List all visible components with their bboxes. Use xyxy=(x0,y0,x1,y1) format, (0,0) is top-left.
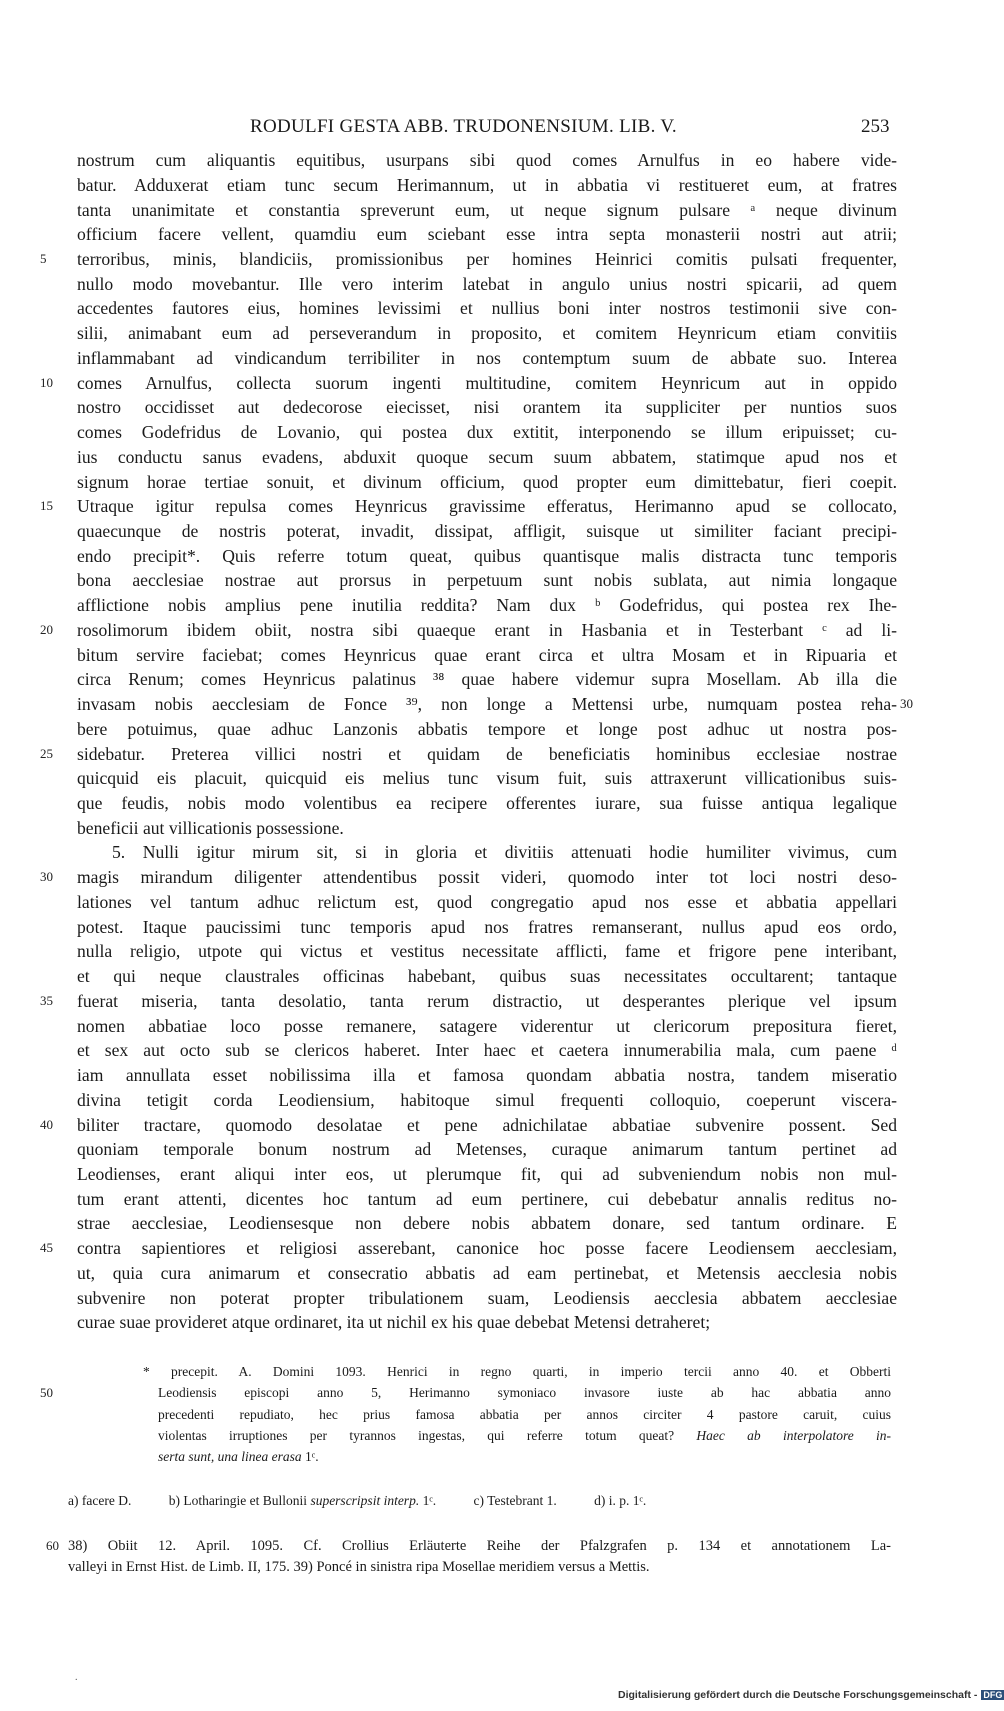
line-text: Leodienses, erant aliqui inter eos, ut plerumque fit, qui ad subveniendum nobis non mul- xyxy=(77,1163,897,1184)
text-line xyxy=(0,148,1000,172)
text-line xyxy=(0,915,1000,939)
line-text: signum horae tertiae sonuit, et divinum officium, quod propter eum dimittebatur, fieri coepit. xyxy=(77,471,897,492)
text-line xyxy=(0,1137,1000,1161)
text-line xyxy=(0,544,1000,568)
text-line xyxy=(0,470,1000,494)
text-line xyxy=(0,1286,1000,1310)
text-line xyxy=(0,247,1000,271)
text-line xyxy=(0,618,1000,642)
text-line xyxy=(0,445,1000,469)
page-header xyxy=(0,116,1000,146)
line-number: 45 xyxy=(40,1240,53,1256)
apparatus-note-d: d) i. p. 1ᶜ. xyxy=(594,1493,647,1508)
line-text: afflictione nobis amplius pene inutilia reddita? Nam dux ᵇ Godefridus, qui postea rex Ihe- xyxy=(77,595,897,616)
margin-line-number: 30 xyxy=(900,696,913,712)
text-line xyxy=(0,1211,1000,1235)
text-line xyxy=(0,865,1000,889)
critical-apparatus xyxy=(68,1493,888,1509)
line-text: curae suae provideret atque ordinaret, ita ut nichil ex his quae debebat Metensi detraheret; xyxy=(77,1312,711,1333)
line-text: subvenire non poterat propter tribulationem suam, Leodiensis aecclesia abbatem aecclesiae xyxy=(77,1287,897,1308)
text-line xyxy=(0,519,1000,543)
text-line xyxy=(0,1113,1000,1137)
line-text: nulla religio, utpote qui victus et vestitus necessitate afflicti, fame et frigore pene interibant, xyxy=(77,941,897,962)
commentary-line xyxy=(0,1535,1000,1557)
text-line xyxy=(0,742,1000,766)
footer-dot: . xyxy=(75,1672,78,1683)
line-number: 25 xyxy=(40,745,53,761)
text-line xyxy=(0,395,1000,419)
note-plain-text: Leodiensis episcopi anno 5, Herimanno symoniaco invasore iuste ab hac abbatia anno xyxy=(158,1385,891,1401)
line-number: 20 xyxy=(40,621,53,637)
apparatus-note-a: a) facere D. xyxy=(68,1493,132,1508)
text-line xyxy=(0,890,1000,914)
dfg-logo-icon: DFG xyxy=(983,1690,1003,1701)
text-line xyxy=(0,1236,1000,1260)
commentary-text: 38) Obiit 12. April. 1095. Cf. Crollius Erläuterte Reihe der Pfalzgrafen p. 134 et annotationem La- xyxy=(68,1538,891,1554)
line-number: 35 xyxy=(40,992,53,1008)
line-text: sidebatur. Preterea villici nostri et quidam de beneficiatis hominibus ecclesiae nostrae xyxy=(77,743,897,764)
line-text: rosolimorum ibidem obiit, nostra sibi quaeque erant in Hasbania et in Testerbant ᶜ ad li- xyxy=(77,619,897,640)
line-text: terroribus, minis, blandiciis, promissionibus per homines Heinrici comitis pulsati frequenter, xyxy=(77,248,897,269)
line-number: 40 xyxy=(40,1116,53,1132)
line-text: circa Renum; comes Heynricus palatinus ³⁸ quae habere videmur supra Mosellam. Ab illa die xyxy=(77,669,897,690)
line-text: quaecunque de nostris poterat, invadit, dissipat, affligit, suisque ut similiter faciant precipi- xyxy=(77,521,897,541)
text-line xyxy=(0,791,1000,815)
page-number: 253 xyxy=(861,116,890,137)
text-line xyxy=(0,1187,1000,1211)
line-text: accedentes fautores eius, homines levissimi et nullius boni inter nostros testimonii sive con- xyxy=(77,298,897,319)
line-text: fuerat miseria, tanta desolatio, tanta rerum distractio, ut desperantes plerique vel ipsum xyxy=(77,990,897,1011)
line-number: 60 xyxy=(46,1538,59,1553)
note-text xyxy=(158,1404,891,1425)
line-text: et sex aut octo sub se clericos haberet. Inter haec et caetera innumerabilia mala, cum paene ᵈ xyxy=(77,1040,897,1061)
text-line xyxy=(0,593,1000,617)
line-text: nullo modo movebantur. Ille vero interim latebat in angulo unius nostri spicarii, ad quem xyxy=(77,273,897,294)
note-tail-text: 1ᶜ. xyxy=(301,1449,319,1465)
text-line xyxy=(0,667,1000,691)
line-text: bona aecclesiae nostrae aut prorsus in perpetuum sunt nobis sublata, aut nimia longaque xyxy=(77,570,897,591)
line-number: 50 xyxy=(40,1385,53,1401)
text-line xyxy=(0,1063,1000,1087)
text-line xyxy=(0,989,1000,1013)
line-text: nostrum cum aliquantis equitibus, usurpans sibi quod comes Arnulfus in eo habere vide- xyxy=(77,150,897,170)
running-title: RODULFI GESTA ABB. TRUDONENSIUM. LIB. V. xyxy=(250,116,677,137)
line-text: Utraque igitur repulsa comes Heynricus gravissime efferatus, Herimanno apud se collocato, xyxy=(77,496,897,517)
text-line xyxy=(0,321,1000,345)
line-text: strae aecclesiae, Leodiensesque non debere nobis abbatem donare, sed tantum ordinare. E xyxy=(77,1213,897,1234)
line-text: beneficii aut villicationis possessione. xyxy=(77,817,344,838)
line-text: iam annullata esset nobilissima illa et famosa quondam abbatia nostra, tandem miseratio xyxy=(77,1065,897,1085)
line-text: ius conductu sanus evadens, abduxit quoque secum suum abbatem, statimque apud nos et xyxy=(77,446,897,467)
line-text: biliter tractare, quomodo desolatae et pene adnichilatae abbatiae subvenire possent. Sed xyxy=(77,1114,897,1135)
note-italic-text: serta sunt, una linea erasa xyxy=(158,1449,302,1465)
text-line xyxy=(0,1310,1000,1334)
line-text: tum erant attenti, dicentes hoc tantum ad eum pertinere, cui debebatur annalis reditus no- xyxy=(77,1188,897,1209)
line-text: ut, quia cura animarum et consecratio abbatis ad eam pertinebat, et Metensis aecclesia nobis xyxy=(77,1262,897,1283)
apparatus-note-c: c) Testebrant 1. xyxy=(473,1493,557,1508)
note-line xyxy=(0,1446,1000,1470)
text-line xyxy=(0,939,1000,963)
text-line xyxy=(0,198,1000,222)
line-text: comes Arnulfus, collecta suorum ingenti multitudine, comitem Heynricum aut in oppido xyxy=(77,372,897,393)
text-line xyxy=(0,1162,1000,1186)
line-text: silii, animabant eum ad perseverandum in proposito, et comitem Heynricum etiam convitiis xyxy=(77,323,897,344)
line-text: batur. Adduxerat etiam tunc secum Herimannum, ut in abbatia vi restitueret eum, at fratres xyxy=(77,174,897,195)
line-text: 5. Nulli igitur mirum sit, si in gloria et divitiis attenuati hodie humiliter vivimus, cum xyxy=(112,842,897,863)
text-line xyxy=(0,1088,1000,1112)
commentary-line xyxy=(0,1556,1000,1578)
text-line xyxy=(0,840,1000,864)
line-text: comes Godefridus de Lovanio, qui postea dux extitit, interponendo se illum eripuisset; cu- xyxy=(77,422,897,442)
line-text: bitum servire faciebat; comes Heynricus quae erant circa et ultra Mosam et in Ripuaria et xyxy=(77,644,897,665)
text-line xyxy=(0,643,1000,667)
line-text: divina tetigit corda Leodiensium, habitoque simul frequenti colloquio, coeperunt viscera- xyxy=(77,1089,897,1110)
text-line xyxy=(0,568,1000,592)
note-plain-text: * precepit. A. Domini 1093. Henrici in regno quarti, in imperio tercii anno 40. et Obberti xyxy=(143,1364,891,1379)
note-text xyxy=(158,1382,891,1403)
text-line xyxy=(0,494,1000,518)
text-line xyxy=(0,717,1000,741)
text-line xyxy=(0,346,1000,370)
text-line xyxy=(0,371,1000,395)
text-line xyxy=(0,272,1000,296)
credit-text: Digitalisierung gefördert durch die Deutsche Forschungsgemeinschaft - xyxy=(618,1689,978,1701)
note-text xyxy=(158,1425,891,1446)
line-text: bere potuimus, quae adhuc Lanzonis abbatis tempore et longe post adhuc ut nostra pos- xyxy=(77,718,897,739)
line-number: 15 xyxy=(40,498,53,514)
line-text: contra sapientiores et religiosi asserebant, canonice hoc posse facere Leodiensem aecclesiam, xyxy=(77,1238,897,1259)
text-line xyxy=(0,766,1000,790)
text-line xyxy=(0,1038,1000,1062)
note-italic-text: Haec ab interpolatore in- xyxy=(696,1427,892,1443)
line-text: quoniam temporale bonum nostrum ad Metenses, curaque animarum tantum pertinet ad xyxy=(77,1139,897,1160)
line-text: lationes vel tantum adhuc relictum est, quod congregatio apud nos esse et abbatia appellari xyxy=(77,891,897,912)
line-text: magis mirandum diligenter attendentibus possit videri, quomodo inter tot loci nostri deso- xyxy=(77,867,897,888)
line-text: que feudis, nobis modo volentibus ea recipere offerentes iurare, sua fuisse antiqua legalique xyxy=(77,793,897,813)
text-line xyxy=(0,1014,1000,1038)
line-text: nostro occidisset aut dedecorose eiecisset, nisi orantem ita suppliciter per nuntios suos xyxy=(77,397,897,418)
note-text xyxy=(143,1361,891,1382)
commentary-text: valleyi in Ernst Hist. de Limb. II, 175. 39) Poncé in sinistra ripa Mosellae meridiem versus a Mettis. xyxy=(68,1559,650,1575)
line-text: potest. Itaque paucissimi tunc temporis apud nos fratres remanserant, nullus apud eos ordo, xyxy=(77,916,897,937)
text-line xyxy=(0,1261,1000,1285)
line-text: et qui neque claustrales officinas habebant, quibus suas necessitates occultarent; tantaque xyxy=(77,966,897,987)
text-line xyxy=(0,692,1000,716)
line-number: 30 xyxy=(40,869,53,885)
note-plain-text: violentas irruptiones per tyrannos ingestas, qui referre totum queat? xyxy=(158,1427,675,1443)
line-text: nomen abbatiae loco posse remanere, satagere viderentur ut clericorum prepositura fieret, xyxy=(77,1015,897,1036)
line-text: invasam nobis aecclesiam de Fonce ³⁹, non longe a Mettensi urbe, numquam postea reha- xyxy=(77,694,897,715)
line-text: tanta unanimitate et constantia spreverunt eum, ut neque signum pulsare ᵃ neque divinum xyxy=(77,199,897,220)
line-number: 10 xyxy=(40,374,53,390)
apparatus-note-b: b) Lotharingie et Bullonii superscripsit interp. 1ᶜ. xyxy=(168,1493,437,1508)
text-line xyxy=(0,964,1000,988)
line-text: officium facere vellent, quamdiu eum sciebant esse intra septa monasterii nostri aut atrii; xyxy=(77,224,897,245)
text-line xyxy=(0,420,1000,444)
line-text: inflammabant ad vindicandum terribiliter in nos contemptum suum de abbate suo. Interea xyxy=(77,347,897,368)
note-plain-text: precedenti repudiato, hec prius famosa abbatia per annos circiter 4 pastore caruit, cuius xyxy=(158,1406,891,1422)
text-line xyxy=(0,296,1000,320)
text-line xyxy=(0,222,1000,246)
text-line xyxy=(0,173,1000,197)
line-text: quicquid eis placuit, quicquid eis melius tunc visum fuit, suis attraxerunt villicationibus suis- xyxy=(77,768,897,789)
digitization-credit xyxy=(618,1689,1004,1701)
text-line xyxy=(0,816,1000,840)
line-number: 5 xyxy=(40,250,47,266)
note-text xyxy=(158,1446,891,1467)
line-text: endo precipit*. Quis referre totum queat, quibus quantisque malis distracta tunc temporis xyxy=(77,545,897,566)
